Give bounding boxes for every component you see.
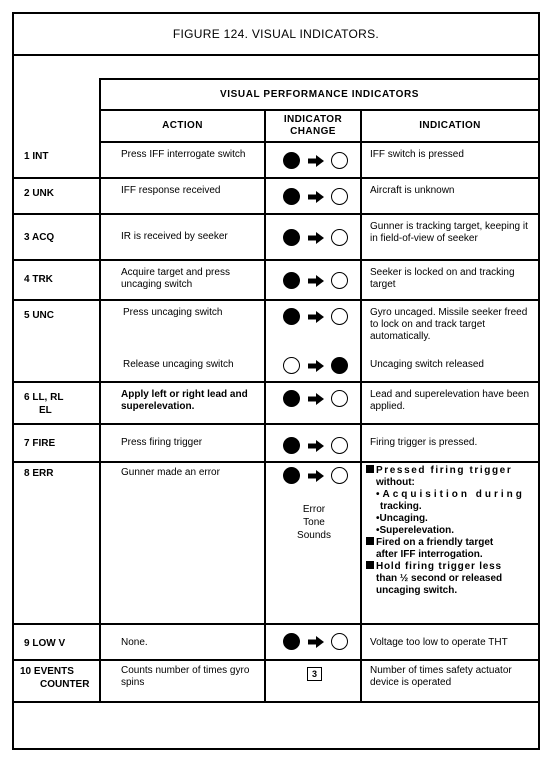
error-tone-line-2: Tone bbox=[303, 517, 325, 528]
empty-circle-icon bbox=[331, 188, 348, 205]
indication-events: Number of times safety actuator device is operated bbox=[361, 660, 538, 702]
arrow-right-icon bbox=[308, 360, 324, 372]
arrow-right-icon bbox=[308, 155, 324, 167]
arrow-right-icon bbox=[308, 191, 324, 203]
indicator-change-icons-release bbox=[283, 357, 348, 374]
figure-frame bbox=[12, 12, 540, 750]
column-header-indicator-change-line-1: INDICATOR bbox=[283, 114, 343, 125]
indicator-change-trk bbox=[265, 260, 361, 300]
action-unc bbox=[100, 300, 265, 382]
indicator-change-icons bbox=[283, 152, 348, 169]
table-row bbox=[14, 142, 538, 178]
error-tone-note bbox=[266, 503, 362, 542]
column-header-indication: INDICATION bbox=[361, 110, 538, 142]
indication-int: IFF switch is pressed bbox=[361, 142, 538, 178]
table-row bbox=[14, 624, 538, 660]
arrow-right-icon bbox=[308, 232, 324, 244]
indicator-change-icons bbox=[283, 467, 348, 484]
indication-fire: Firing trigger is pressed. bbox=[361, 424, 538, 462]
table-row bbox=[14, 462, 538, 624]
square-bullet-icon bbox=[366, 465, 374, 473]
indication-unc bbox=[361, 300, 538, 382]
row-label-int: 1 INT bbox=[14, 142, 100, 178]
indicator-change-icons bbox=[283, 308, 348, 325]
row-label-events-line-2: COUNTER bbox=[40, 679, 90, 690]
action-unk: IFF response received bbox=[100, 178, 265, 214]
action-ll: Apply left or right lead and superelevation. bbox=[100, 382, 265, 424]
indication-lowv: Voltage too low to operate THT bbox=[361, 624, 538, 660]
arrow-right-icon bbox=[308, 311, 324, 323]
row-label-events-line-1: 10 EVENTS bbox=[20, 666, 74, 677]
indicator-change-icons bbox=[283, 437, 348, 454]
empty-circle-icon bbox=[331, 152, 348, 169]
arrow-right-icon bbox=[308, 470, 324, 482]
indicator-change-ll bbox=[265, 382, 361, 424]
action-unc-release: Release uncaging switch bbox=[123, 359, 234, 370]
error-tone-line-3: Sounds bbox=[297, 530, 331, 541]
column-header-action: ACTION bbox=[100, 110, 265, 142]
filled-circle-icon bbox=[283, 188, 300, 205]
indication-unk: Aircraft is unknown bbox=[361, 178, 538, 214]
error-conditions-list bbox=[366, 465, 532, 597]
filled-circle-icon bbox=[331, 357, 348, 374]
filled-circle-icon bbox=[283, 272, 300, 289]
indication-acq: Gunner is tracking target, keeping it in field-of-view of seeker bbox=[361, 214, 538, 260]
row-label-events bbox=[14, 660, 100, 702]
filled-circle-icon bbox=[283, 152, 300, 169]
filled-circle-icon bbox=[283, 437, 300, 454]
indicator-change-icons bbox=[283, 188, 348, 205]
indicator-change-unk bbox=[265, 178, 361, 214]
list-item: •Uncaging. bbox=[376, 513, 428, 524]
events-counter-display: 3 bbox=[307, 667, 322, 681]
figure-title: FIGURE 124. VISUAL INDICATORS. bbox=[14, 14, 538, 56]
indicator-change-fire bbox=[265, 424, 361, 462]
arrow-right-icon bbox=[308, 636, 324, 648]
action-unc-press: Press uncaging switch bbox=[123, 307, 223, 318]
row-label-ll-line-2: EL bbox=[39, 405, 52, 416]
indicator-change-lowv bbox=[265, 624, 361, 660]
indicator-change-unc bbox=[265, 300, 361, 382]
table-main-header: VISUAL PERFORMANCE INDICATORS bbox=[100, 79, 538, 110]
empty-circle-icon bbox=[331, 308, 348, 325]
list-item: Pressed firing trigger without: bbox=[366, 465, 532, 489]
indication-ll: Lead and superelevation have been applied. bbox=[361, 382, 538, 424]
arrow-right-icon bbox=[308, 275, 324, 287]
table-row bbox=[14, 300, 538, 382]
list-item: Hold firing trigger less than ½ second or released uncaging switch. bbox=[366, 561, 532, 597]
indicator-change-icons bbox=[283, 272, 348, 289]
list-item: Fired on a friendly target after IFF interrogation. bbox=[366, 537, 532, 561]
action-int: Press IFF interrogate switch bbox=[100, 142, 265, 178]
table-row bbox=[14, 214, 538, 260]
row-label-unc: 5 UNC bbox=[14, 300, 100, 382]
row-label-lowv: 9 LOW V bbox=[14, 624, 100, 660]
list-item: •Superelevation. bbox=[376, 525, 454, 536]
list-item: •Acquisition during tracking. bbox=[376, 489, 525, 512]
arrow-right-icon bbox=[308, 393, 324, 405]
column-header-indicator-change-line-2: CHANGE bbox=[290, 126, 336, 137]
indicator-change-err bbox=[265, 462, 361, 624]
indicator-change-icons bbox=[283, 229, 348, 246]
action-fire: Press firing trigger bbox=[100, 424, 265, 462]
row-label-trk: 4 TRK bbox=[14, 260, 100, 300]
table-row bbox=[14, 260, 538, 300]
square-bullet-icon bbox=[366, 561, 374, 569]
action-lowv: None. bbox=[100, 624, 265, 660]
empty-circle-icon bbox=[331, 272, 348, 289]
indication-unc-press: Gyro uncaged. Missile seeker freed to lock on and track target automatically. bbox=[370, 307, 528, 342]
empty-circle-icon bbox=[331, 467, 348, 484]
indicator-change-events bbox=[265, 660, 361, 702]
filled-circle-icon bbox=[283, 633, 300, 650]
row-label-err: 8 ERR bbox=[14, 462, 100, 624]
empty-circle-icon bbox=[283, 357, 300, 374]
indicator-change-icons bbox=[283, 633, 348, 650]
action-events: Counts number of times gyro spins bbox=[100, 660, 265, 702]
filled-circle-icon bbox=[283, 467, 300, 484]
row-label-fire: 7 FIRE bbox=[14, 424, 100, 462]
table-row bbox=[14, 382, 538, 424]
indicator-change-icons bbox=[283, 390, 348, 407]
row-label-acq: 3 ACQ bbox=[14, 214, 100, 260]
action-acq: IR is received by seeker bbox=[100, 214, 265, 260]
table-row bbox=[14, 178, 538, 214]
error-tone-line-1: Error bbox=[302, 504, 326, 515]
table-row bbox=[14, 660, 538, 702]
action-trk: Acquire target and press uncaging switch bbox=[100, 260, 265, 300]
indication-err bbox=[361, 462, 538, 624]
row-label-unk: 2 UNK bbox=[14, 178, 100, 214]
row-label-ll-line-1: 6 LL, RL bbox=[24, 392, 64, 403]
table-row bbox=[14, 424, 538, 462]
indication-trk: Seeker is locked on and tracking target bbox=[361, 260, 538, 300]
empty-circle-icon bbox=[331, 229, 348, 246]
empty-circle-icon bbox=[331, 437, 348, 454]
arrow-right-icon bbox=[308, 440, 324, 452]
filled-circle-icon bbox=[283, 390, 300, 407]
visual-indicators-table bbox=[14, 78, 538, 703]
indication-unc-release: Uncaging switch released bbox=[370, 359, 484, 370]
column-header-indicator-change bbox=[265, 110, 361, 142]
square-bullet-icon bbox=[366, 537, 374, 545]
indicator-change-int bbox=[265, 142, 361, 178]
row-label-ll bbox=[14, 382, 100, 424]
empty-circle-icon bbox=[331, 390, 348, 407]
indicator-change-acq bbox=[265, 214, 361, 260]
empty-circle-icon bbox=[331, 633, 348, 650]
filled-circle-icon bbox=[283, 308, 300, 325]
filled-circle-icon bbox=[283, 229, 300, 246]
action-err: Gunner made an error bbox=[100, 462, 265, 624]
